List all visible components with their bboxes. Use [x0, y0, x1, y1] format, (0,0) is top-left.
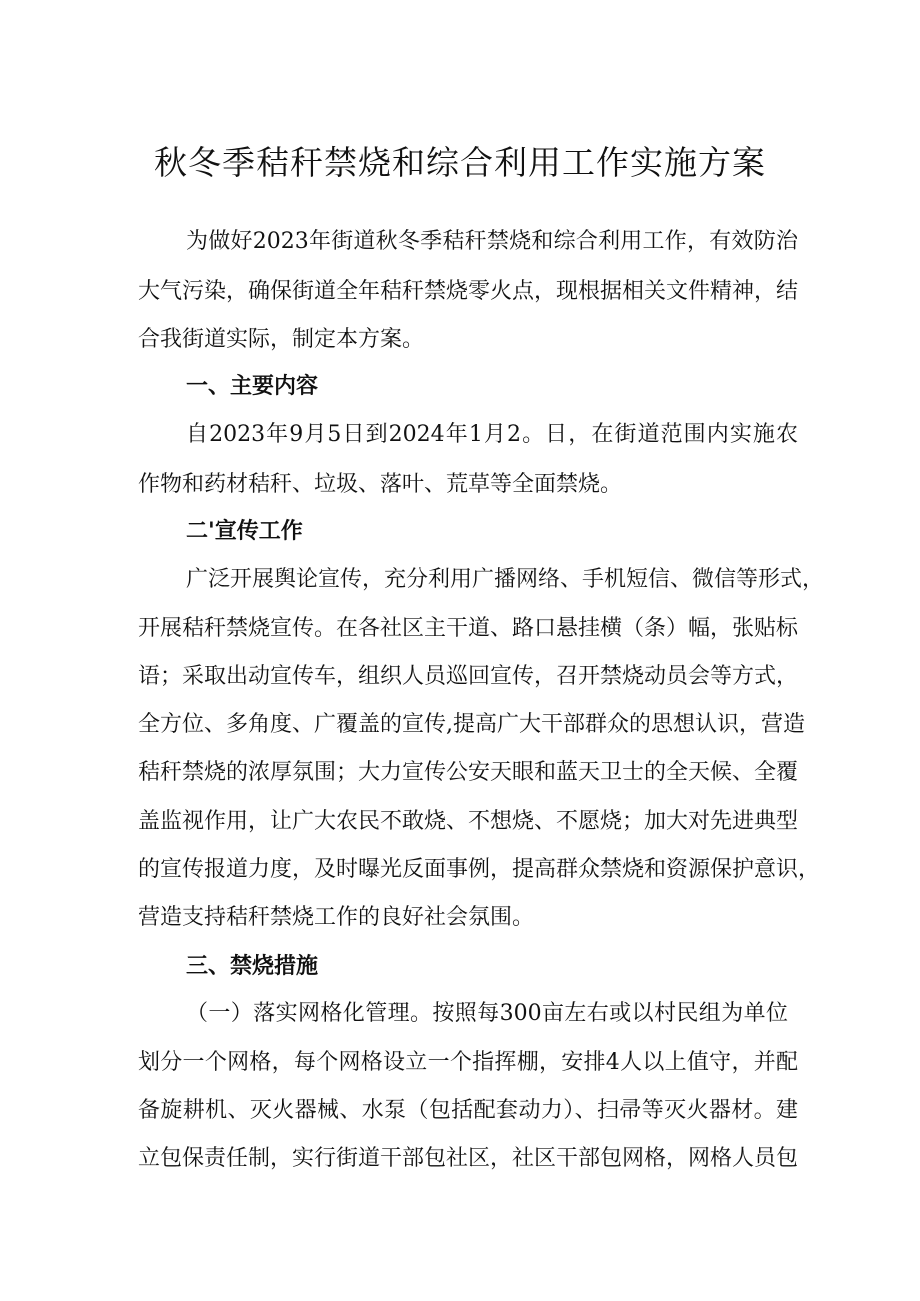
paragraph-line: 划分一个网格，每个网格设立一个指挥棚，安排4人以上值守，并配 — [138, 1050, 798, 1075]
paragraph-line: 营造支持秸秆禁烧工作的良好社会氛围。 — [138, 905, 535, 930]
intro-line: 为做好2023年街道秋冬季秸秆禁烧和综合利用工作，有效防治 — [186, 229, 798, 254]
paragraph-line: 备旋耕机、灭火器械、水泵（包括配套动力）、扫帚等灭火器材。建 — [138, 1098, 798, 1123]
section-heading: 二'宣传工作 — [186, 519, 303, 544]
paragraph-line: （一）落实网格化管理。按照每300亩左右或以村民组为单位 — [186, 1001, 788, 1026]
intro-line: 大气污染，确保街道全年秸秆禁烧零火点，现根据相关文件精神，结 — [138, 279, 799, 304]
paragraph-line: 的宣传报道力度，及时曝光反面事例，提高群众禁烧和资源保护意识， — [138, 857, 821, 882]
paragraph-line: 秸秆禁烧的浓厚氛围；大力宣传公安天眼和蓝天卫士的全天候、全覆 — [138, 760, 799, 785]
paragraph-line: 开展秸秆禁烧宣传。在各社区主干道、路口悬挂横（条）幅，张贴标 — [138, 616, 799, 641]
paragraph-line: 广泛开展舆论宣传，充分利用广播网络、手机短信、微信等形式， — [186, 567, 825, 592]
paragraph-line: 立包保责任制，实行街道干部包社区，社区干部包网格，网格人员包 — [138, 1146, 799, 1171]
intro-line: 合我街道实际，制定本方案。 — [138, 327, 425, 352]
paragraph-line: 作物和药材秸秆、垃圾、落叶、荒草等全面禁烧。 — [138, 472, 623, 497]
paragraph-line: 全方位、多角度、广覆盖的宣传,提高广大干部群众的思想认识，营造 — [138, 712, 805, 737]
document-title: 秋冬季秸秆禁烧和综合利用工作实施方案 — [154, 143, 766, 182]
paragraph-line: 盖监视作用，让广大农民不敢烧、不想烧、不愿烧；加大对先进典型 — [138, 809, 799, 834]
section-heading: 一、主要内容 — [186, 374, 319, 399]
section-heading: 三、禁烧措施 — [186, 954, 319, 979]
paragraph-line: 语；采取出动宣传车，组织人员巡回宣传，召开禁烧动员会等方式， — [138, 664, 799, 689]
paragraph-line: 自2023年9月5日到2024年1月2。日，在街道范围内实施农 — [186, 422, 798, 447]
